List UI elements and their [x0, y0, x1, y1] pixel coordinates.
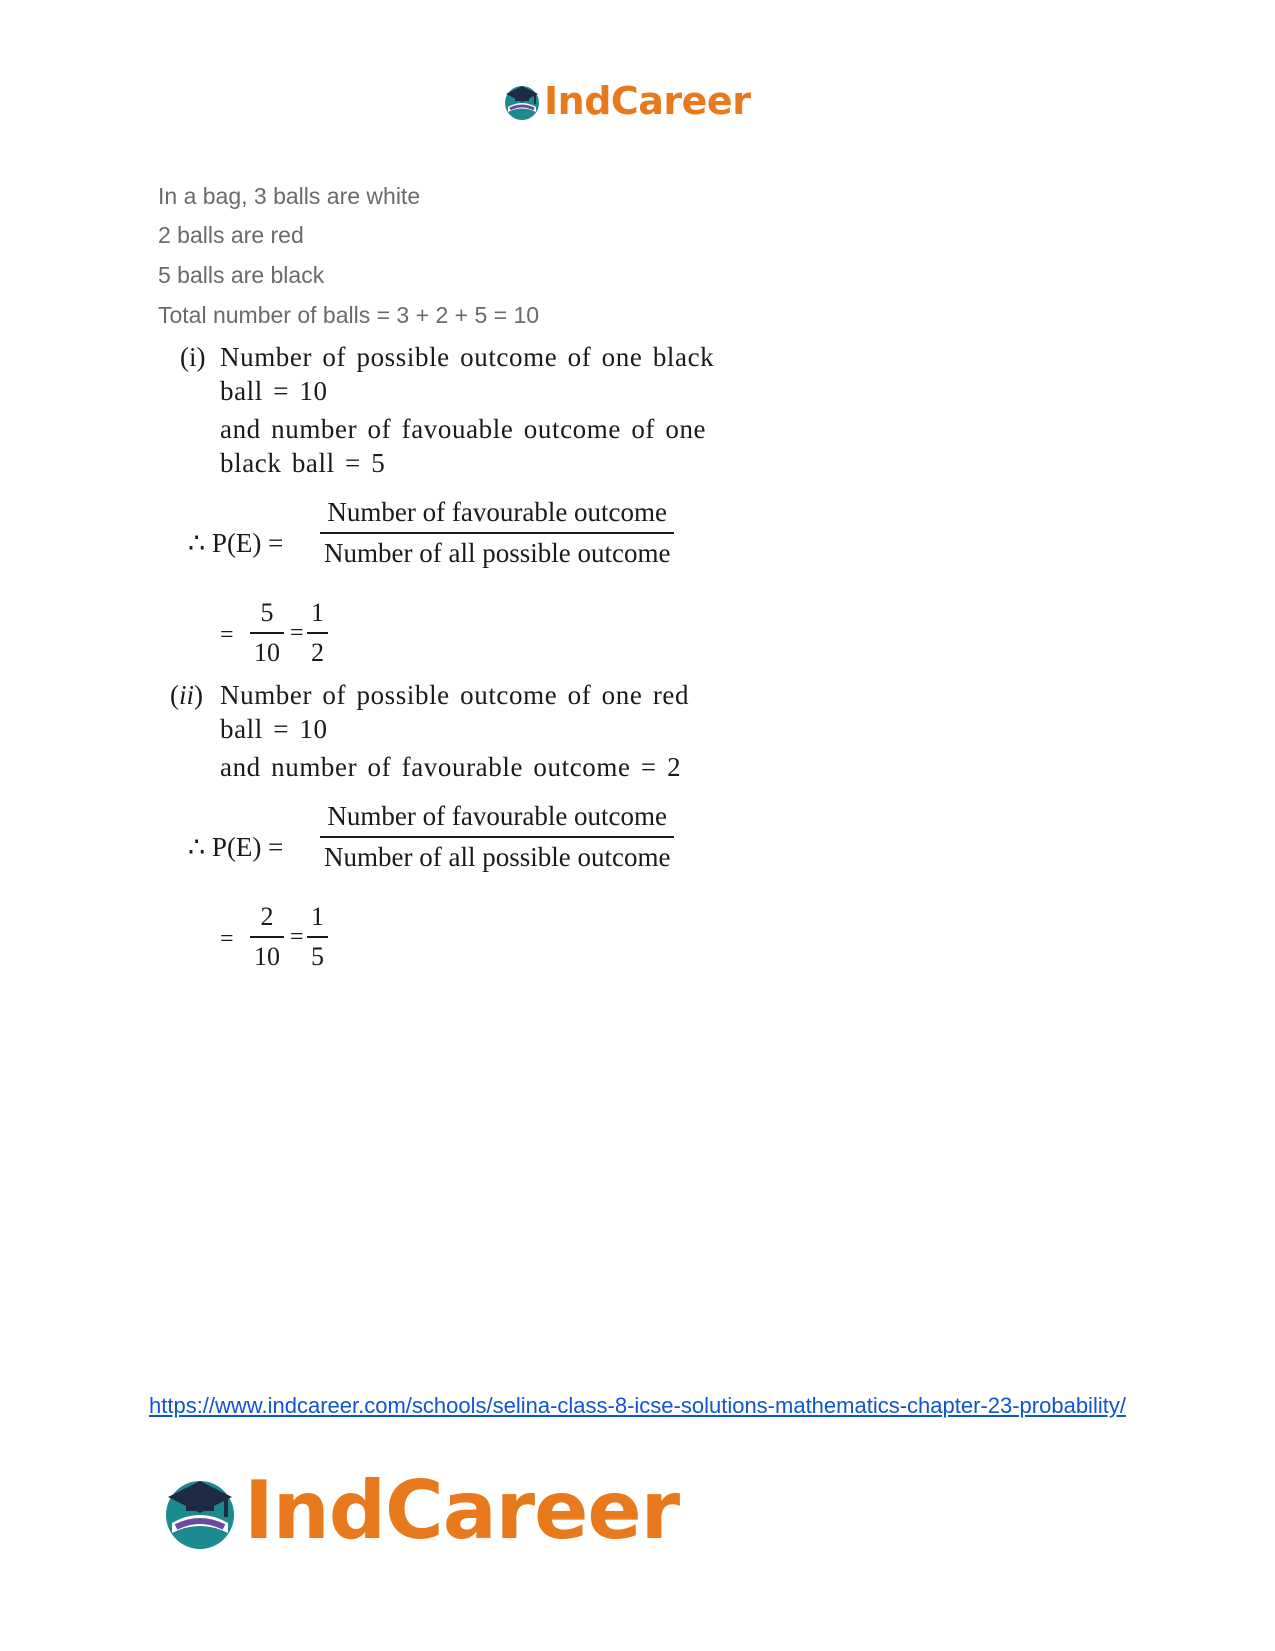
part-2-fraction-2: [307, 902, 328, 972]
brand-name: IndCareer: [544, 79, 751, 123]
part-2-line-2: ball = 10: [220, 714, 328, 744]
part-2-line-3: and number of favourable outcome = 2: [220, 752, 682, 782]
part-1-equals: =: [220, 622, 234, 648]
part-2-marker: (ii): [170, 680, 204, 710]
part-2-equals: =: [220, 926, 234, 952]
formula-numerator: Number of favourable outcome: [327, 497, 668, 527]
fraction-denominator: 10: [250, 936, 284, 972]
part-1-equals-2: =: [290, 620, 304, 646]
part-1-line-4: black ball = 5: [220, 448, 386, 478]
indcareer-logo-top: [502, 78, 750, 124]
part-2-line-1: Number of possible outcome of one red: [220, 680, 690, 710]
formula-numerator: Number of favourable outcome: [327, 801, 668, 831]
graduation-cap-book-globe-icon: [160, 1471, 240, 1551]
formula-denominator: Number of all possible outcome: [320, 836, 674, 873]
part-1-fraction-2: [307, 598, 328, 668]
part-1-fraction-1: [250, 598, 284, 668]
part-1-line-2: ball = 10: [220, 376, 328, 406]
graduation-cap-book-globe-icon: [502, 81, 542, 121]
part-2-equals-2: =: [290, 924, 304, 950]
part-2-fraction-1: [250, 902, 284, 972]
fraction-numerator: 5: [260, 598, 274, 627]
part-2-marker-numeral: ii: [179, 680, 195, 710]
part-1-probability-formula: [320, 497, 674, 569]
intro-line-2: 2 balls are red: [158, 222, 304, 248]
fraction-denominator: 5: [307, 936, 328, 972]
indcareer-logo-bottom: [160, 1465, 679, 1557]
part-1-line-3: and number of favouable outcome of one: [220, 414, 707, 444]
intro-line-1: In a bag, 3 balls are white: [158, 183, 421, 209]
fraction-denominator: 2: [307, 632, 328, 668]
part-2-probability-lhs: ∴ P(E) =: [188, 832, 284, 862]
source-url-link[interactable]: https://www.indcareer.com/schools/selina-class-8-icse-solutions-mathematics-chapter-23-probability/: [149, 1393, 1126, 1418]
fraction-numerator: 1: [311, 598, 324, 627]
part-1-probability-lhs: ∴ P(E) =: [188, 528, 284, 558]
part-1-line-1: Number of possible outcome of one black: [220, 342, 715, 372]
intro-line-4: Total number of balls = 3 + 2 + 5 = 10: [158, 302, 540, 328]
intro-line-3: 5 balls are black: [158, 262, 325, 288]
fraction-numerator: 1: [311, 902, 324, 931]
fraction-denominator: 10: [250, 632, 284, 668]
part-2-probability-formula: [320, 801, 674, 873]
part-1-marker: (i): [180, 342, 206, 372]
brand-name: IndCareer: [244, 1464, 680, 1557]
formula-denominator: Number of all possible outcome: [320, 532, 674, 569]
fraction-numerator: 2: [260, 902, 274, 931]
